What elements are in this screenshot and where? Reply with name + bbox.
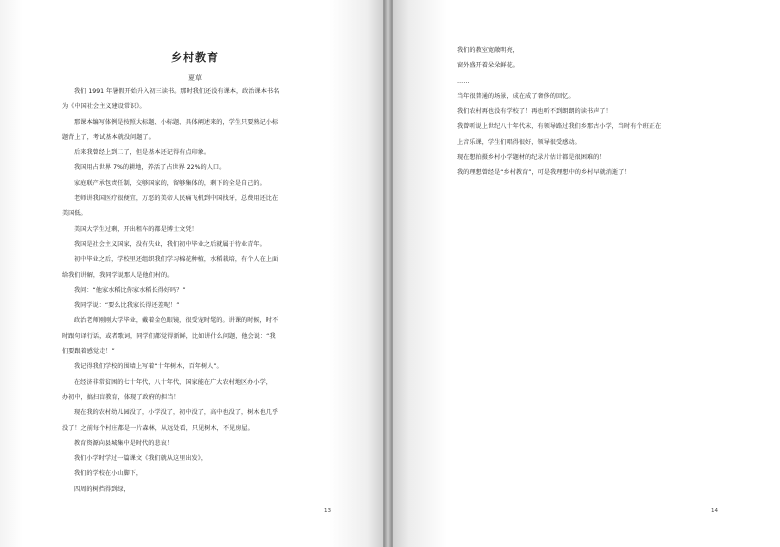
right-page [392, 0, 780, 547]
text-line: …… [457, 77, 470, 85]
text-line: 四周的树挡得到绿， [74, 485, 130, 493]
text-line: 后来我曾经上到二了，但是基本还记得有点印象。 [74, 149, 211, 157]
text-line: 现在我的农村幼儿园没了，小学没了，初中没了，高中也没了，树木也几乎 [74, 409, 279, 417]
text-line: 我们的教室宽敞明亮， [457, 47, 519, 54]
text-line: 办初中，搞扫盲教育，体现了政府的担当！ [62, 393, 180, 401]
text-line: 我们农村再也没有学校了！再也听不到朗朗的读书声了！ [457, 108, 612, 116]
text-line: 老师讲我国医疗很便宜，万恶的美帝人民痛飞机到中国找牙，总费用还比在 [74, 195, 279, 203]
text-line: 现在想拍摄乡村小学题材的纪录片估计都是很困难的！ [457, 154, 606, 162]
left-page-text [62, 84, 334, 497]
article-author: 夏草 [188, 74, 202, 82]
text-line: 我记得我们学校的围墙上写着“十年树木，百年树人”。 [74, 363, 223, 371]
text-line: 为《中国社会主义建设常识》。 [62, 103, 146, 111]
text-line: 我问：“他家水稻比你家水稻长得好吗？” [74, 286, 186, 294]
page-number-left: 13 [324, 508, 331, 514]
text-line: 时跟句译行话，或者歌词，同学们都觉得新鲜，比如讲什么问题，他会说：“我 [62, 332, 276, 340]
text-line: 初中毕业之后，学校里还组织我们学习棉花种植，水稻栽培，有个人在上面 [74, 256, 279, 264]
text-line: 我同学说：“要么比我家长得还差呢！” [74, 302, 180, 310]
text-line: 窗外盛开着朵朵鲜花。 [457, 62, 519, 70]
right-page-text [457, 43, 729, 181]
text-line: 我们小学时学过一篇课文《我们就从这里出发》， [74, 455, 208, 463]
page-number-right: 14 [711, 508, 718, 514]
text-line: 上音乐课，学生们唱得很好，领导很受感动。 [457, 138, 581, 146]
text-line: 美国低。 [62, 210, 87, 218]
left-page [0, 0, 384, 547]
text-line: 我的理想曾经是“乡村教育”，可是我理想中的乡村早就消逝了！ [457, 169, 631, 177]
text-line: 我国用占世界 7%的耕地，养活了占世界 22%的人口。 [74, 164, 226, 172]
book-gutter [384, 0, 392, 547]
text-line: 我们的学校在小山脚下， [74, 470, 143, 478]
article-title: 乡村教育 [171, 51, 219, 64]
text-line: 我曾听说上世纪八十年代末，有领导路过我们乡那古小学，当时有个班正在 [457, 123, 662, 131]
text-line: 给我们讲解，我同学说那人是他们村的。 [62, 271, 174, 279]
text-line: 政治老师刚刚大学毕业，戴着金色眼镜，很受宠时髦的。讲课的时候，时不 [74, 317, 279, 325]
text-line: 们要跟着感觉走！” [62, 348, 115, 356]
text-line: 没了！之前每个村庄都是一片森林，从远处看，只见树木，不见房屋。 [62, 424, 254, 432]
text-line: 我们 1991 年暑假开始升入初三读书。那时我们还没有课本，政治课本书名 [74, 88, 280, 95]
text-line: 美国大学生过剩，开出租车的都是博士文凭！ [74, 225, 198, 233]
text-line: 在经济非常贫困的七十年代，八十年代，国家能在广大农村地区办小学， [74, 378, 272, 386]
text-line: 当年很普通的场景，成在成了奢侈的回忆。 [457, 92, 575, 100]
text-line: 教育资源向县城集中是时代的悲哀！ [74, 439, 173, 447]
text-line: 我国是社会主义国家，没有失业，我们初中毕业之后就属于待业青年。 [74, 240, 266, 248]
text-line: 那课本编写体例是按照大标题、小标题、具体阐述来的，学生只要熟记小标 [74, 118, 279, 126]
text-line: 家庭联产承包责任制，交够国家的，留够集体的，剩下的全是自己的。 [74, 179, 266, 187]
text-line: 题背上了，考试基本就没问题了。 [62, 133, 155, 141]
